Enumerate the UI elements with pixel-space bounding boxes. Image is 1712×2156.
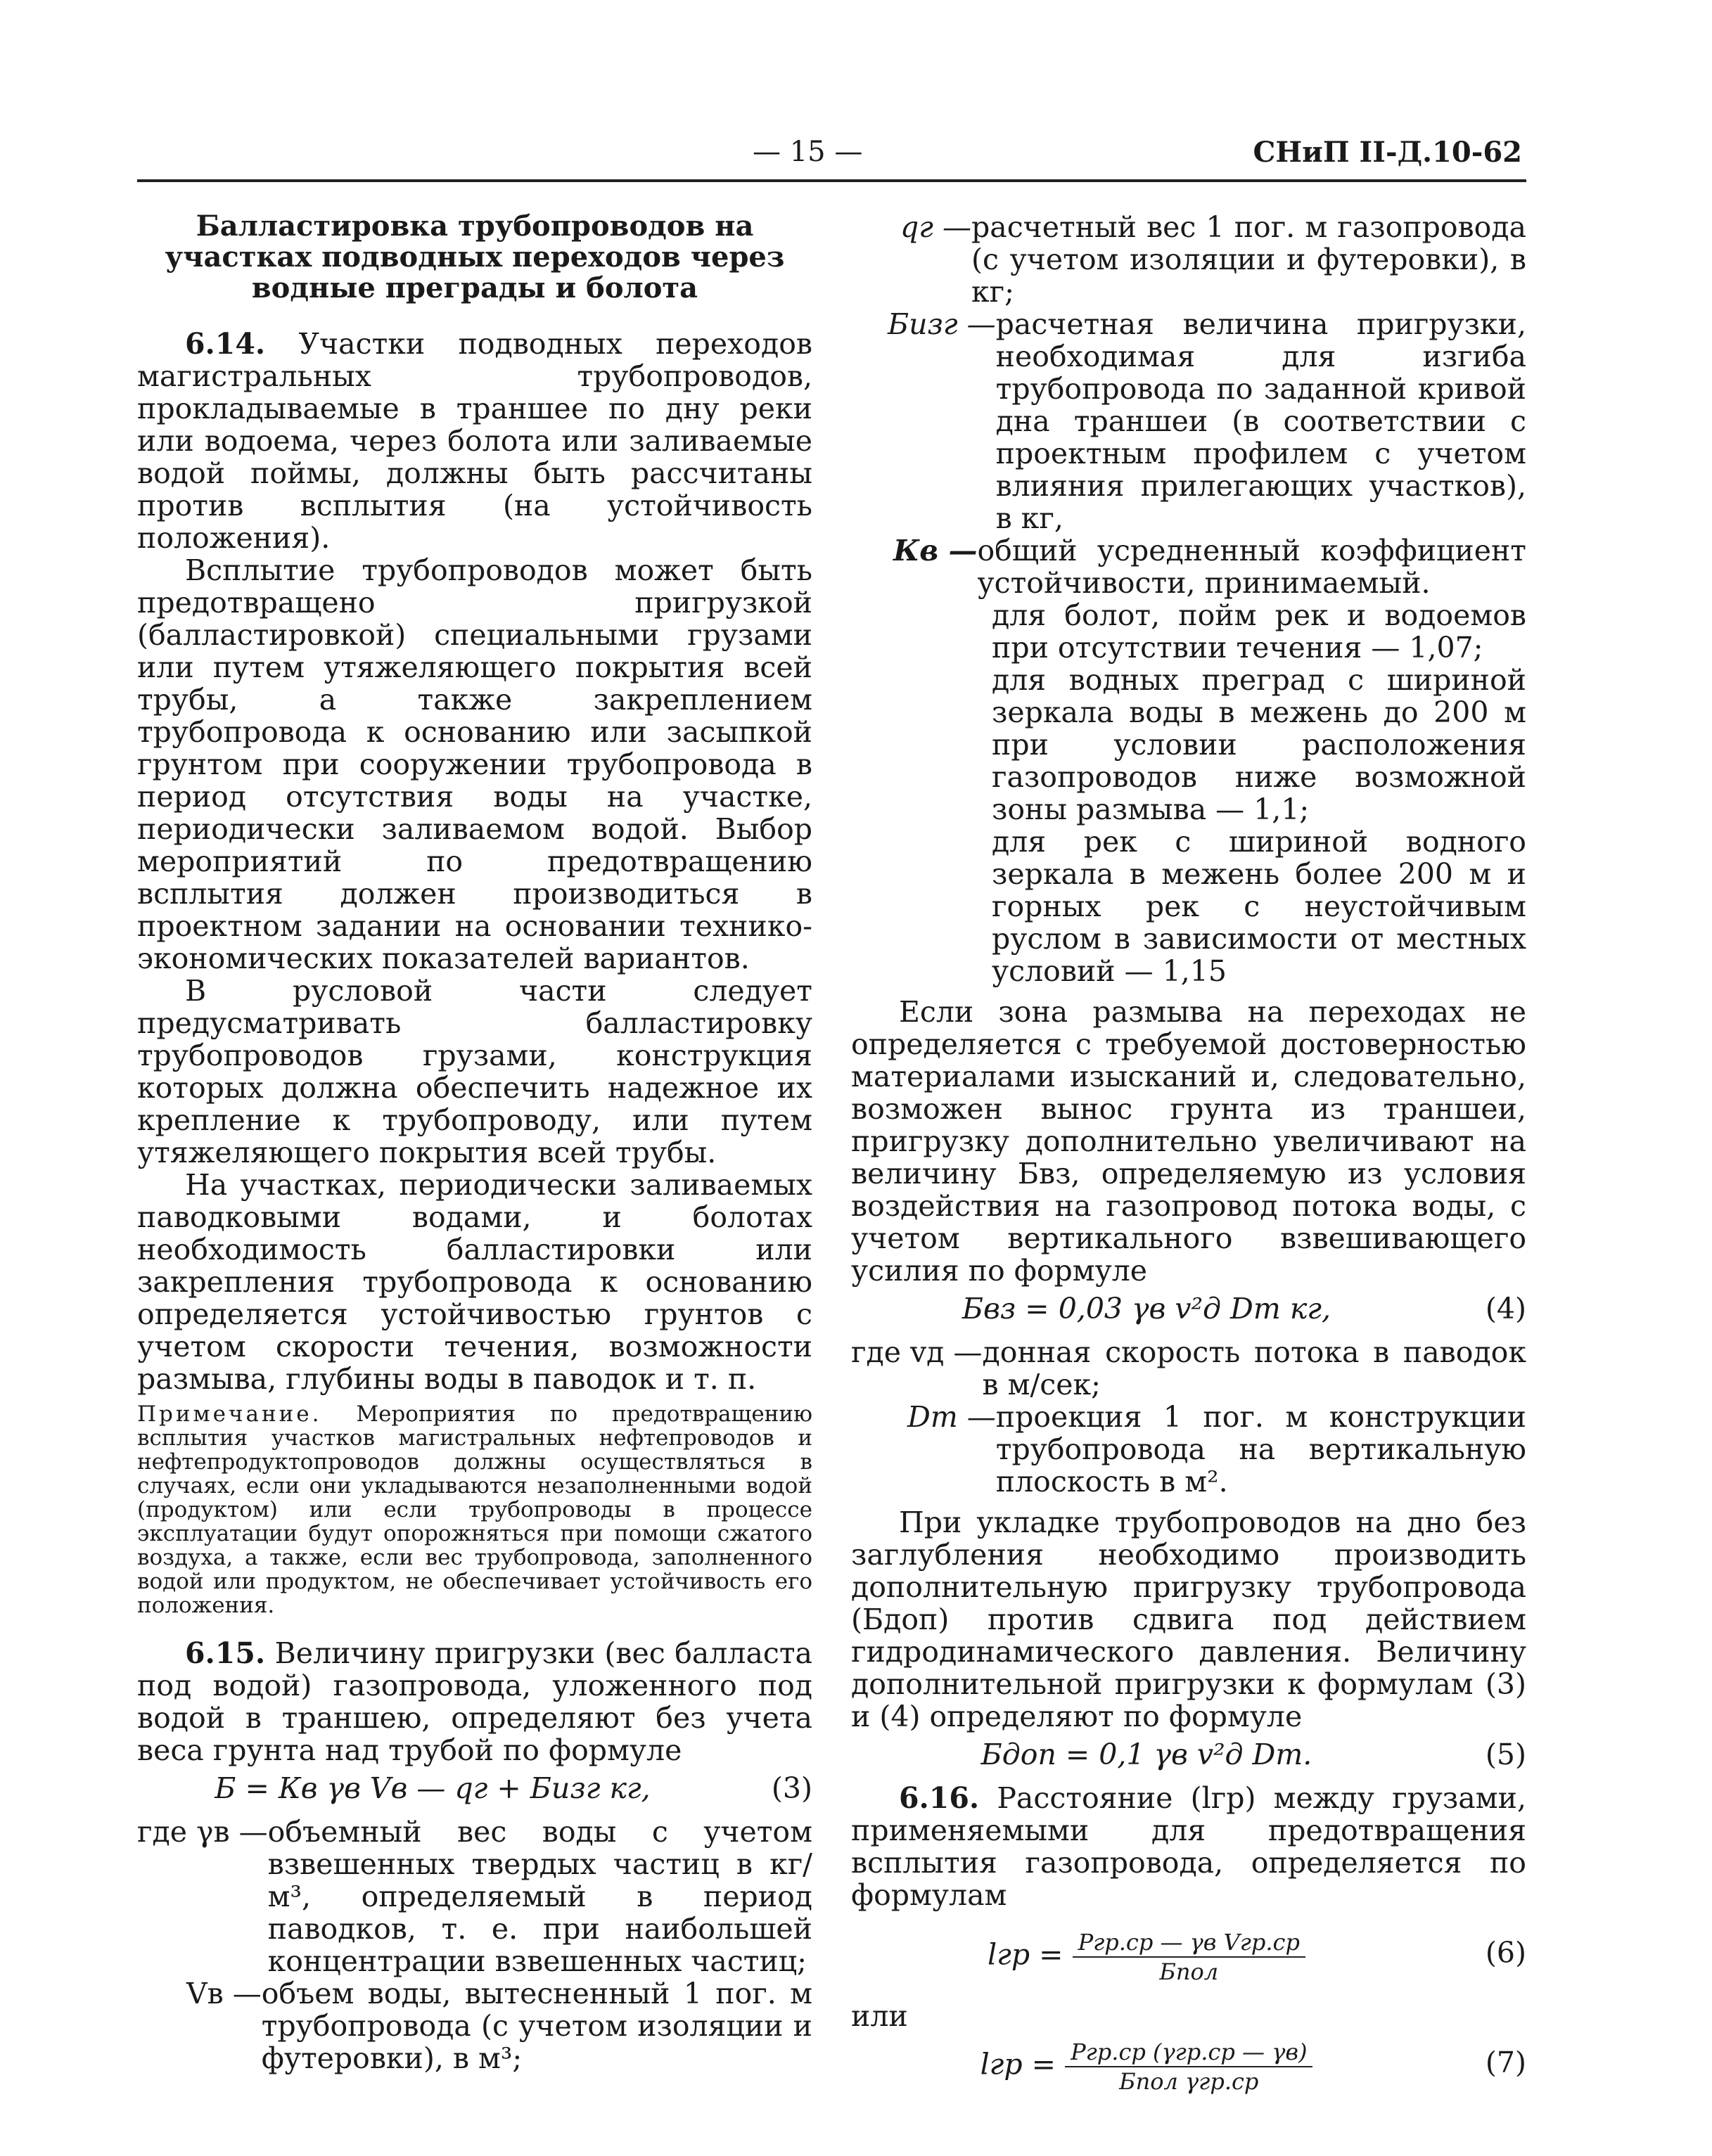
kv-item: для болот, пойм рек и водоемов при отсутствии течения — 1,07;: [992, 598, 1526, 665]
definition-term: Vв —: [186, 1977, 262, 2010]
clause-number: 6.14.: [185, 327, 266, 361]
formula-6: [851, 1923, 1526, 2000]
paragraph: В русловой части следует предусматривать балластировку трубопроводов грузами, конструкция которых должна обеспечить надежное их крепление к трубопроводу, или путем утяжеляющего покрытия всей трубы.: [137, 974, 812, 1169]
paragraph: Если зона размыва на переходах не определяется с требуемой достоверностью материалами изысканий и, следовательно, возможен вынос грунта из траншеи, пригрузку дополнительно увеличивают на величину Бвз, определяемую из условия воздействия на газопровод потока воды, с учетом вертикального взвешивающего усилия по формуле: [851, 995, 1526, 1288]
definition-gamma-v: [137, 1816, 812, 1977]
note-text: Мероприятия по предотвращению всплытия участков магистральных нефтепроводов и нефтепродуктопроводов должны осуществляться в случаях, если они укладываются незаполненными водой (продуктом) или если трубопроводы в процессе эксплуатации будут опорожняться при помощи сжатого воздуха, а также, если вес трубопровода, заполненного водой или продуктом, не обеспечивает устойчивость его положения.: [137, 1401, 812, 1618]
fraction-denominator: Бпол: [1159, 1958, 1219, 1985]
definition-text: общий усредненный коэффициент устойчивости, принимаемый.: [977, 534, 1526, 600]
paragraph-6-16: 6.16. Расстояние (lгр) между грузами, применяемыми для предотвращения всплытия газопровода, определяется по формулам: [851, 1781, 1526, 1912]
kv-item: для водных преград с шириной зеркала воды в межень до 200 м при условии расположения газопроводов ниже возможной зоны размыва — 1,1;: [992, 663, 1526, 826]
definition-term: где γв —: [137, 1815, 268, 1849]
fraction-numerator: Pгр.ср (γгр.ср — γв): [1065, 2038, 1312, 2067]
note-label: Примечание.: [137, 1401, 322, 1427]
definition-text: проекция 1 пог. м конструкции трубопровода на вертикальную плоскость в м².: [995, 1400, 1526, 1499]
clause-number: 6.15.: [185, 1636, 266, 1670]
fraction-denominator: Бпол γгр.ср: [1119, 2068, 1259, 2095]
definition-b-izg: [851, 308, 1526, 534]
formula-7: [851, 2032, 1526, 2110]
left-column: [137, 211, 812, 2074]
formula-number: (6): [1485, 1936, 1526, 1970]
document-code: СНиП II-Д.10-62: [1253, 136, 1522, 169]
formula-lhs: lгр =: [980, 2047, 1056, 2081]
definition-term: где vд —: [851, 1335, 983, 1369]
kv-item: для рек с шириной водного зеркала в межень более 200 м и горных рек с неустойчивым руслом в зависимости от местных условий — 1,15: [992, 825, 1526, 988]
formula-5: [851, 1733, 1526, 1782]
formula-number: (4): [1485, 1292, 1526, 1326]
fraction-numerator: Pгр.ср — γв Vгр.ср: [1073, 1928, 1305, 1958]
paragraph: При укладке трубопроводов на дно без заглубления необходимо производить дополнительную пригрузку трубопровода (Бдоп) против сдвига под действием гидродинамического давления. Величину дополнительной пригрузки к формулам (3) и (4) определяют по формуле: [851, 1506, 1526, 1733]
definition-term: Кв —: [893, 534, 978, 567]
formula-number: (5): [1485, 1738, 1526, 1771]
paragraph-6-15: 6.15. Величину пригрузки (вес балласта под водой) газопровода, уложенного под водой в траншею, определяют без учета веса грунта над трубой по формуле: [137, 1636, 812, 1767]
formula-expression: Б = Кв γв Vв — qг + Бизг кг,: [215, 1771, 651, 1805]
note: [137, 1402, 812, 1617]
fraction: [1065, 2038, 1312, 2096]
right-column: [851, 211, 1526, 2110]
definition-q-g: [851, 211, 1526, 308]
definition-text: объем воды, вытесненный 1 пог. м трубопровода (с учетом изоляции и футеровки), в м³;: [261, 1977, 812, 2075]
definition-text: расчетная величина пригрузки, необходимая для изгиба трубопровода по заданной кривой дна траншеи (в соответствии с проектным профилем с учетом влияния прилегающих участков), в кг,: [995, 307, 1526, 535]
formula-expression: Бдоп = 0,1 γв v²д Dт.: [980, 1738, 1312, 1771]
formula-number: (7): [1485, 2046, 1526, 2079]
definition-d-t: [851, 1401, 1526, 1498]
paragraph: Всплытие трубопроводов может быть предотвращено пригрузкой (балластировкой) специальными грузами или путем утяжеляющего покрытия всей трубы, а также закреплением трубопровода к основанию или засыпкой грунтом при сооружении трубопровода в период отсутствия воды на участке, периодически заливаемом водой. Выбор мероприятий по предотвращению всплытия должен производиться в проектном задании на основании технико-экономических показателей вариантов.: [137, 553, 812, 975]
clause-number: 6.16.: [899, 1781, 980, 1815]
definition-v-d: [851, 1336, 1526, 1401]
formula-expression: Бвз = 0,03 γв v²д Dт кг,: [962, 1292, 1331, 1326]
formula-number: (3): [771, 1771, 812, 1805]
definition-term: qг —: [900, 210, 971, 244]
formula-lhs: lгр =: [988, 1937, 1063, 1972]
definition-text: донная скорость потока в паводок в м/сек;: [982, 1335, 1526, 1401]
formula-4: [851, 1287, 1526, 1336]
kv-values: [851, 599, 1526, 987]
header-rule: [137, 179, 1526, 182]
definition-term: Dт —: [907, 1400, 996, 1434]
page-number: — 15 —: [753, 136, 863, 168]
definition-term: Бизг —: [888, 307, 996, 341]
fraction: [1073, 1928, 1305, 1986]
definition-text: объемный вес воды с учетом взвешенных твердых частиц в кг/м³, определяемый в период паводков, т. е. при наибольшей концентрации взвешенных частиц;: [267, 1815, 812, 1978]
formula-3: [137, 1766, 812, 1816]
definition-v-v: [137, 1977, 812, 2074]
or-word: или: [851, 1999, 908, 2033]
definition-k-v: [851, 534, 1526, 599]
section-title: Балластировка трубопроводов на участках подводных переходов через водные преграды и болота: [165, 210, 785, 304]
paragraph-6-14: 6.14. Участки подводных переходов магистральных трубопроводов, прокладываемые в траншее по дну реки или водоема, через болота или заливаемые водой поймы, должны быть рассчитаны против всплытия (на устойчивость положения).: [137, 327, 812, 555]
definition-text: расчетный вес 1 пог. м газопровода (с учетом изоляции и футеровки), в кг;: [971, 210, 1526, 309]
paragraph: На участках, периодически заливаемых паводковыми водами, и болотах необходимость балластировки или закрепления трубопровода к основанию определяется устойчивостью грунтов с учетом скорости течения, возможности размыва, глубины воды в паводок и т. п.: [137, 1168, 812, 1396]
